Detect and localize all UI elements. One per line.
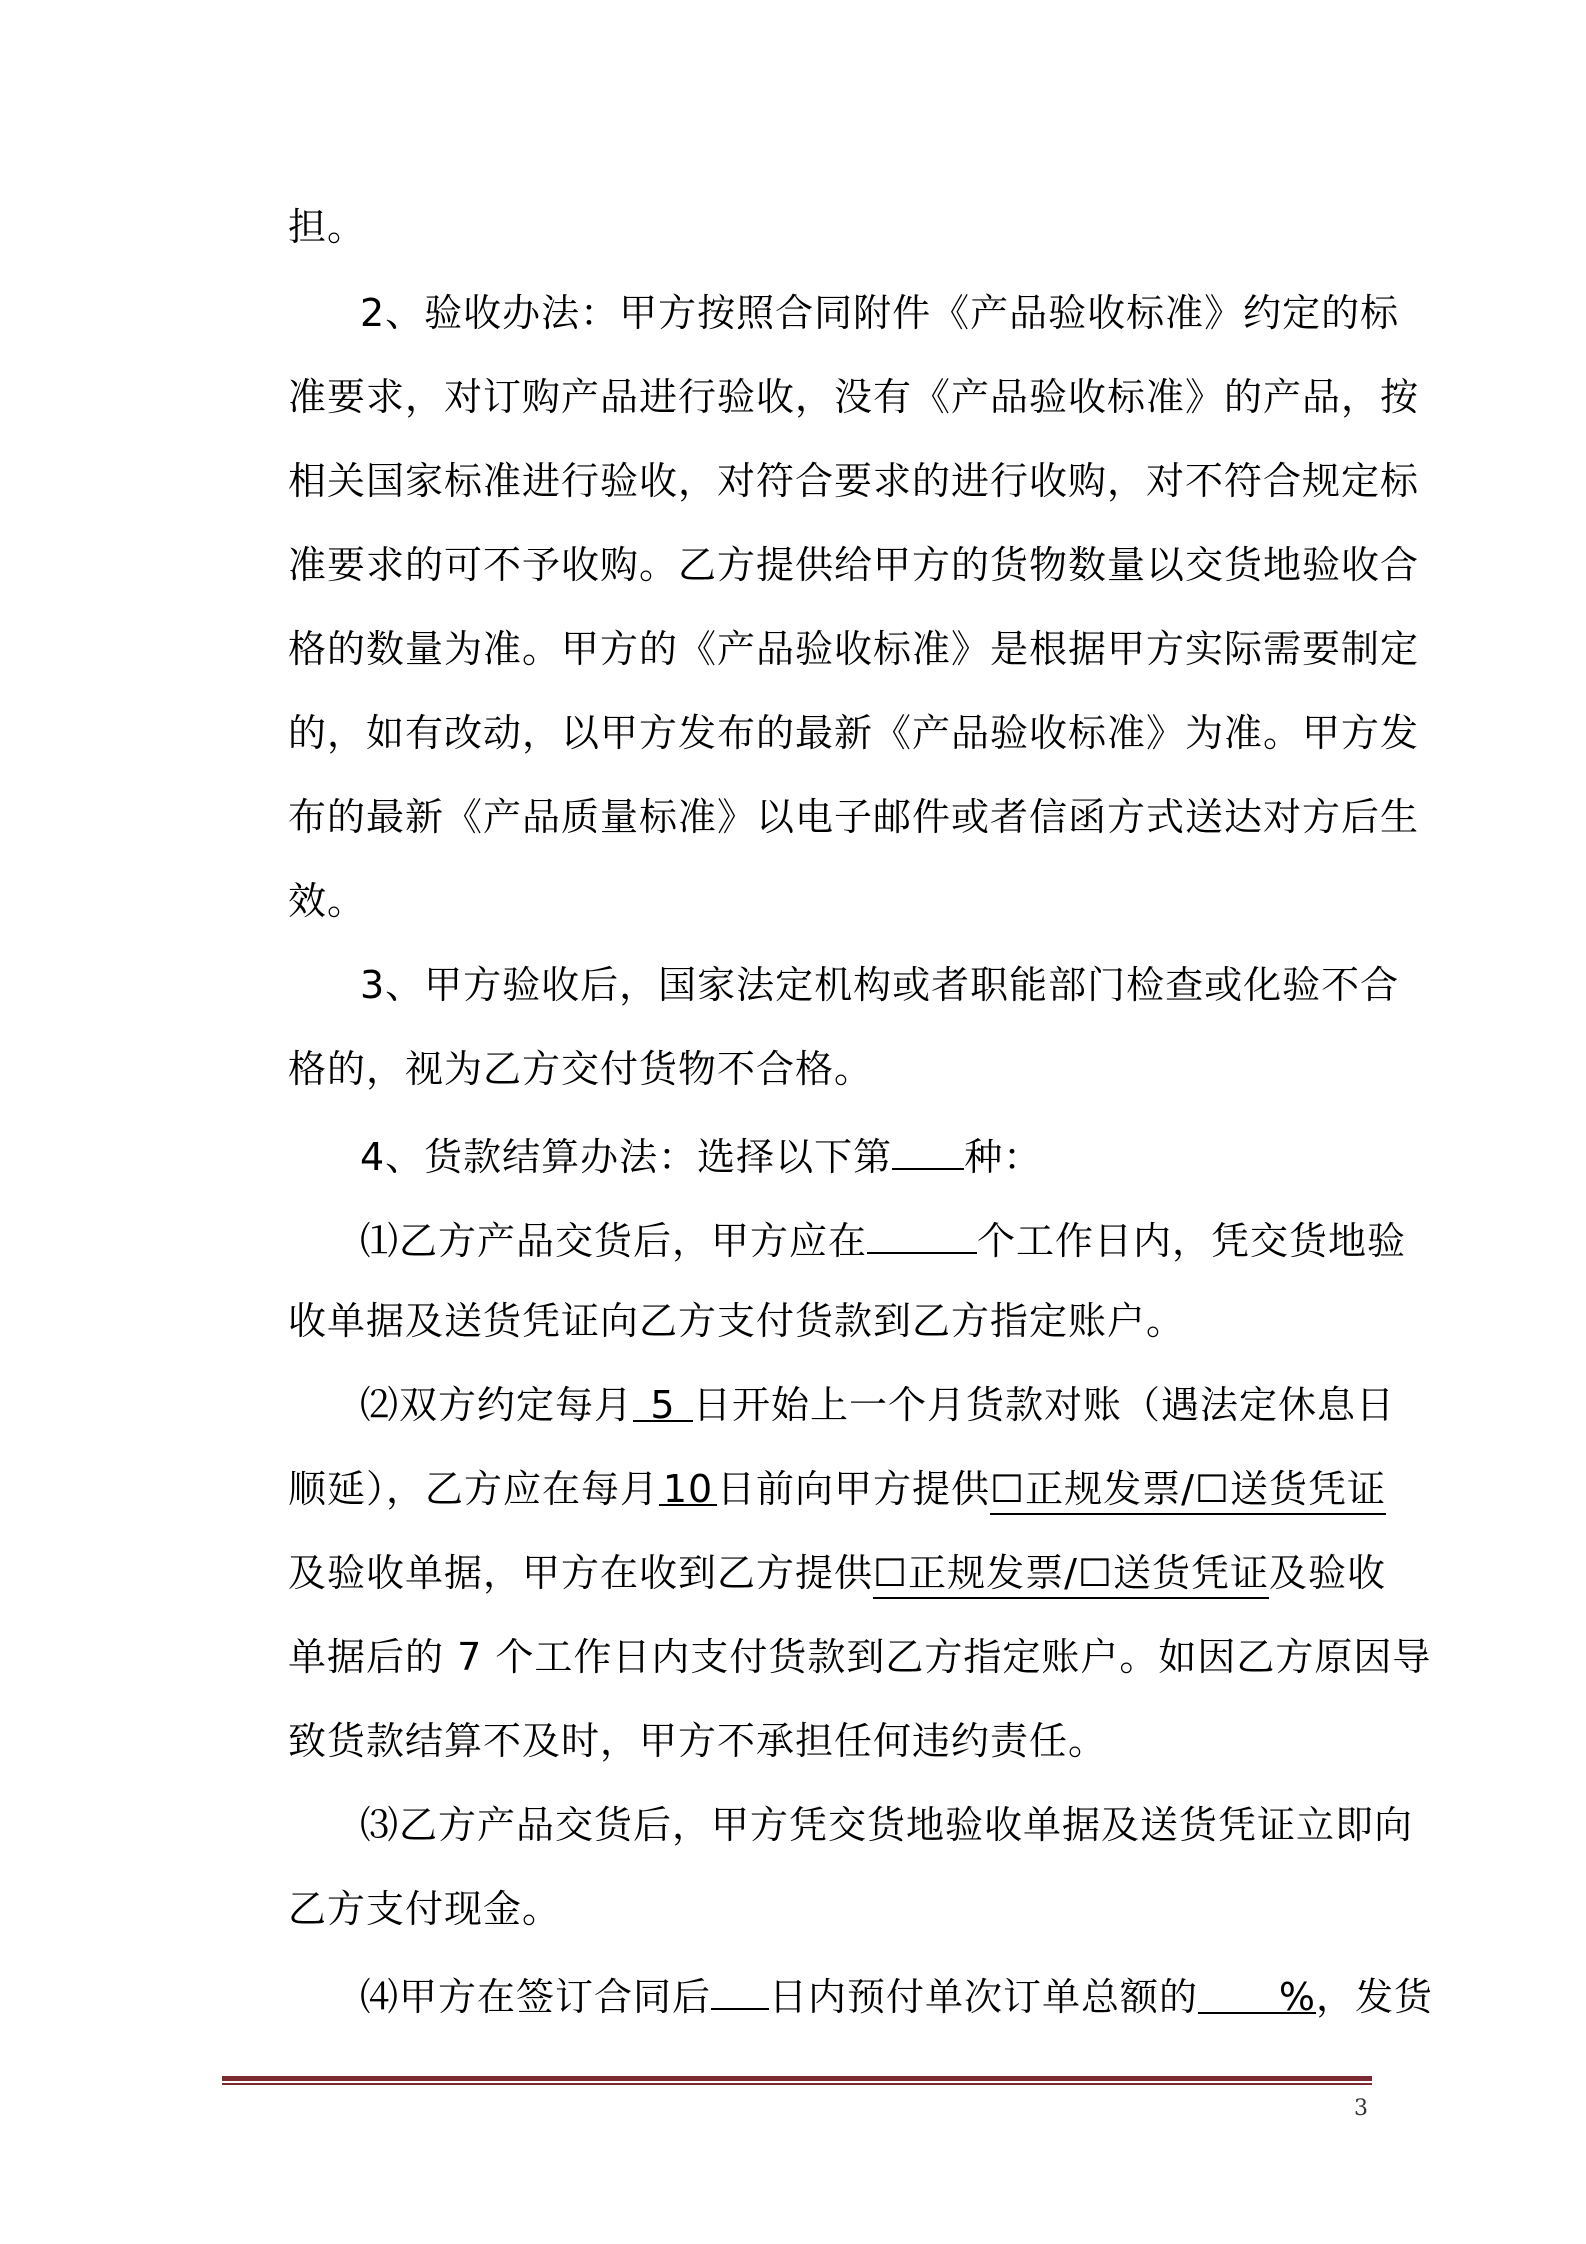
paragraph-line: 准要求的可不予收购。乙方提供给甲方的货物数量以交货地验收合 bbox=[288, 543, 1420, 587]
paragraph-line: 单据后的 7 个工作日内支付货款到乙方指定账户。如因乙方原因导 bbox=[288, 1635, 1432, 1679]
reconcile-day-value: 5 bbox=[633, 1380, 693, 1422]
paragraph-line: 格的数量为准。甲方的《产品验收标准》是根据甲方实际需要制定 bbox=[288, 627, 1420, 671]
paragraph-line: 2、验收办法：甲方按照合同附件《产品验收标准》约定的标 bbox=[360, 291, 1400, 335]
option-2-line-2 bbox=[288, 1464, 1386, 1514]
paragraph-line: 的，如有改动，以甲方发布的最新《产品验收标准》为准。甲方发 bbox=[288, 711, 1420, 755]
paragraph-line: 3、甲方验收后，国家法定机构或者职能部门检查或化验不合 bbox=[360, 963, 1400, 1007]
option-2-line-3-prefix: 及验收单据，甲方在收到乙方提供 bbox=[288, 1551, 874, 1595]
document-type-options: ☐正规发票/☐送货凭证 bbox=[990, 1467, 1386, 1515]
footer-rule-thin bbox=[222, 2083, 1372, 2085]
option-2-line-3-suffix: 及验收 bbox=[1268, 1551, 1386, 1595]
paragraph-line: 收单据及送货凭证向乙方支付货款到乙方指定账户。 bbox=[288, 1299, 1186, 1343]
option-2-line-1-suffix: 日开始上一个月货款对账（遇法定休息日 bbox=[693, 1383, 1396, 1427]
paragraph-line: 准要求，对订购产品进行验收，没有《产品验收标准》的产品，按 bbox=[288, 375, 1420, 419]
option-1-prefix: ⑴乙方产品交货后，甲方应在 bbox=[360, 1219, 868, 1263]
page-number: 3 bbox=[1354, 2096, 1368, 2121]
option-4-line bbox=[360, 1968, 1433, 2018]
paragraph-line: 效。 bbox=[288, 879, 367, 923]
option-4-suffix: ，发货 bbox=[1316, 1975, 1434, 2019]
footer-rule-thick bbox=[222, 2076, 1372, 2081]
option-2-prefix: ⑵双方约定每月 bbox=[360, 1383, 634, 1427]
option-1-line bbox=[360, 1212, 1406, 1262]
option-2-line-1 bbox=[360, 1380, 1395, 1430]
choice-blank bbox=[892, 1128, 964, 1170]
prepay-days-blank bbox=[711, 1968, 769, 2010]
clause-4-prefix: 4、货款结算办法：选择以下第 bbox=[360, 1135, 893, 1179]
paragraph-line: 担。 bbox=[288, 205, 367, 249]
prepay-percent-blank bbox=[1198, 1972, 1317, 2019]
option-4-mid: 日内预付单次订单总额的 bbox=[769, 1975, 1199, 2019]
clause-4-suffix: 种： bbox=[964, 1135, 1043, 1179]
percent-sign: % bbox=[1278, 1975, 1317, 2019]
option-1-suffix: 个工作日内，凭交货地验 bbox=[977, 1219, 1407, 1263]
option-2-line-3 bbox=[288, 1548, 1386, 1598]
workdays-blank bbox=[867, 1212, 977, 1254]
option-2-line-2-prefix: 顺延），乙方应在每月 bbox=[288, 1467, 660, 1511]
document-type-options: ☐正规发票/☐送货凭证 bbox=[873, 1551, 1269, 1599]
paragraph-line: 乙方支付现金。 bbox=[288, 1887, 562, 1931]
paragraph-line: 相关国家标准进行验收，对符合要求的进行收购，对不符合规定标 bbox=[288, 459, 1420, 503]
paragraph-line: ⑶乙方产品交货后，甲方凭交货地验收单据及送货凭证立即向 bbox=[360, 1803, 1414, 1847]
footer-rule bbox=[222, 2076, 1372, 2085]
paragraph-line: 布的最新《产品质量标准》以电子邮件或者信函方式送达对方后生 bbox=[288, 795, 1420, 839]
paragraph-line: 格的，视为乙方交付货物不合格。 bbox=[288, 1047, 874, 1091]
clause-4-line bbox=[360, 1128, 1042, 1178]
option-2-line-2-mid: 日前向甲方提供 bbox=[717, 1467, 991, 1511]
invoice-day-value: 10 bbox=[659, 1464, 717, 1506]
option-4-prefix: ⑷甲方在签订合同后 bbox=[360, 1975, 712, 2019]
paragraph-line: 致货款结算不及时，甲方不承担任何违约责任。 bbox=[288, 1719, 1108, 1763]
